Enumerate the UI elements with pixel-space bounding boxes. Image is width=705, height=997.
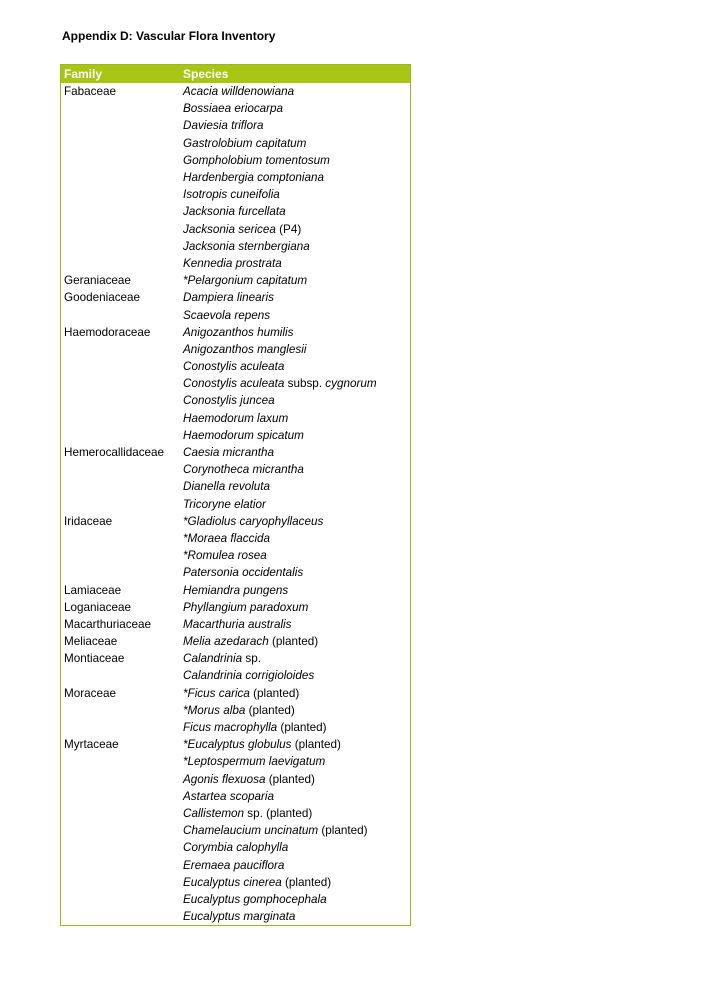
species-cell (183, 859, 410, 872)
table-row (61, 547, 410, 564)
species-cell (183, 549, 410, 562)
table-row (61, 667, 410, 684)
species-name: Bossiaea eriocarpa (183, 102, 284, 116)
species-cell (183, 790, 410, 803)
table-row (61, 358, 410, 375)
species-cell (183, 291, 410, 304)
species-name: Jacksonia sericea (183, 222, 276, 236)
family-cell: Macarthuriaceae (64, 617, 152, 631)
table-row (61, 530, 410, 547)
table-row (61, 461, 410, 478)
family-cell: Goodeniaceae (64, 291, 141, 305)
species-name: Macarthuria australis (183, 617, 292, 631)
species-cell (183, 893, 410, 906)
table-row (61, 702, 410, 719)
species-cell (183, 669, 410, 682)
species-cell (183, 532, 410, 545)
species-name: *Romulea rosea (183, 549, 267, 563)
page-title: Appendix D: Vascular Flora Inventory (62, 29, 276, 43)
species-name: Scaevola repens (183, 308, 271, 322)
species-cell (183, 223, 410, 236)
species-cell (183, 257, 410, 270)
species-cell (183, 463, 410, 476)
species-column-header: Species (183, 67, 229, 81)
species-name: Conostylis aculeata (183, 360, 285, 374)
species-name: Jacksonia furcellata (183, 205, 286, 219)
species-name: Anigozanthos humilis (183, 325, 294, 339)
species-cell (183, 205, 410, 218)
species-cell (183, 773, 410, 786)
species-name: *Ficus carica (183, 686, 250, 700)
species-note: (planted) (318, 824, 368, 838)
table-body (61, 83, 410, 925)
species-note: subsp. (284, 377, 326, 391)
table-row (61, 513, 410, 530)
table-row (61, 272, 410, 289)
species-note: (planted) (265, 772, 315, 786)
species-cell (183, 601, 410, 614)
species-note: sp. (planted) (244, 806, 313, 820)
table-row (61, 444, 410, 461)
species-note: (planted) (277, 721, 327, 735)
family-cell: Myrtaceae (64, 738, 119, 752)
table-row (61, 324, 410, 341)
species-name: Patersonia occidentalis (183, 566, 304, 580)
species-cell (183, 841, 410, 854)
family-column-header: Family (64, 67, 103, 81)
species-cell (183, 584, 410, 597)
table-row (61, 822, 410, 839)
species-cell (183, 85, 410, 98)
species-name: Eucalyptus marginata (183, 910, 296, 924)
species-name: Acacia willdenowiana (183, 85, 295, 99)
species-name: Eremaea pauciflora (183, 858, 285, 872)
species-cell (183, 807, 410, 820)
species-name: Corymbia calophylla (183, 841, 289, 855)
family-cell: Moraceae (64, 686, 116, 700)
table-row (61, 650, 410, 667)
species-name: Haemodorum spicatum (183, 428, 304, 442)
table-row (61, 221, 410, 238)
table-row (61, 633, 410, 650)
species-cell (183, 274, 410, 287)
species-name: Eucalyptus cinerea (183, 875, 282, 889)
species-cell (183, 446, 410, 459)
table-row (61, 289, 410, 306)
species-note: (planted) (281, 875, 332, 889)
table-row (61, 685, 410, 702)
species-name: Eucalyptus gomphocephala (183, 892, 327, 906)
species-note: (planted) (249, 686, 300, 700)
species-cell (183, 171, 410, 184)
species-cell (183, 102, 410, 115)
species-name: Corynotheca micrantha (183, 463, 304, 477)
species-name: Hardenbergia comptoniana (183, 171, 324, 185)
table-row (61, 788, 410, 805)
species-cell (183, 429, 410, 442)
table-header (61, 65, 410, 83)
family-cell: Fabaceae (64, 85, 116, 99)
table-row (61, 117, 410, 134)
flora-table (60, 64, 411, 926)
table-row (61, 478, 410, 495)
species-cell (183, 309, 410, 322)
species-name: Kennedia prostrata (183, 256, 282, 270)
table-row (61, 856, 410, 873)
species-name: *Pelargonium capitatum (183, 274, 308, 288)
species-name: Callistemon (183, 806, 245, 820)
species-name: Agonis flexuosa (183, 772, 266, 786)
species-note: (P4) (275, 222, 302, 236)
species-cell (183, 566, 410, 579)
table-row (61, 496, 410, 513)
family-cell: Iridaceae (64, 514, 113, 528)
species-cell (183, 498, 410, 511)
species-cell (183, 824, 410, 837)
table-row (61, 152, 410, 169)
species-cell (183, 188, 410, 201)
table-row (61, 410, 410, 427)
species-cell (183, 687, 410, 700)
species-name: *Morus alba (183, 703, 246, 717)
species-note: (planted) (291, 738, 341, 752)
table-row (61, 255, 410, 272)
species-cell (183, 721, 410, 734)
table-row (61, 753, 410, 770)
species-name: *Eucalyptus globulus (183, 738, 292, 752)
species-name: Phyllangium paradoxum (183, 600, 309, 614)
species-name: Gastrolobium capitatum (183, 136, 307, 150)
species-name: *Gladiolus caryophyllaceus (183, 514, 324, 528)
species-name: Astartea scoparia (183, 789, 274, 803)
table-row (61, 891, 410, 908)
table-row (61, 805, 410, 822)
species-cell (183, 154, 410, 167)
family-cell: Lamiaceae (64, 583, 122, 597)
species-name: Conostylis aculeata (183, 377, 285, 391)
species-cell (183, 412, 410, 425)
species-name: *Leptospermum laevigatum (183, 755, 326, 769)
species-cell (183, 480, 410, 493)
table-row (61, 599, 410, 616)
species-cell (183, 377, 410, 390)
species-cell (183, 394, 410, 407)
species-name: Haemodorum laxum (183, 411, 289, 425)
species-name: Caesia micrantha (183, 446, 274, 460)
table-row (61, 100, 410, 117)
species-name: Gompholobium tomentosum (183, 153, 330, 167)
table-row (61, 736, 410, 753)
species-note: (planted) (245, 703, 295, 717)
table-row (61, 719, 410, 736)
species-cell (183, 876, 410, 889)
table-row (61, 564, 410, 581)
table-row (61, 83, 410, 100)
species-name: Dianella revoluta (183, 480, 271, 494)
table-row (61, 771, 410, 788)
species-note: sp. (242, 652, 261, 666)
table-row (61, 874, 410, 891)
species-name: Dampiera linearis (183, 291, 274, 305)
species-cell (183, 652, 410, 665)
species-cell (183, 704, 410, 717)
table-row (61, 392, 410, 409)
species-note: (planted) (268, 635, 319, 649)
species-cell (183, 755, 410, 768)
family-cell: Haemodoraceae (64, 325, 151, 339)
species-infra-name: cygnorum (325, 377, 377, 391)
species-name: Daviesia triflora (183, 119, 264, 133)
species-cell (183, 343, 410, 356)
table-row (61, 375, 410, 392)
species-name: Hemiandra pungens (183, 583, 289, 597)
species-name: Anigozanthos manglesii (183, 342, 307, 356)
family-cell: Montiaceae (64, 652, 125, 666)
species-cell (183, 618, 410, 631)
species-cell (183, 360, 410, 373)
table-row (61, 581, 410, 598)
table-row (61, 341, 410, 358)
species-cell (183, 738, 410, 751)
species-cell (183, 910, 410, 923)
species-cell (183, 326, 410, 339)
table-row (61, 616, 410, 633)
species-name: Ficus macrophylla (183, 721, 278, 735)
table-row (61, 186, 410, 203)
species-cell (183, 119, 410, 132)
table-row (61, 427, 410, 444)
table-row (61, 238, 410, 255)
species-cell (183, 515, 410, 528)
table-row (61, 908, 410, 925)
family-cell: Geraniaceae (64, 274, 131, 288)
species-name: Chamelaucium uncinatum (183, 824, 319, 838)
table-row (61, 839, 410, 856)
family-cell: Hemerocallidaceae (64, 446, 165, 460)
species-name: Tricoryne elatior (183, 497, 266, 511)
table-row (61, 135, 410, 152)
table-row (61, 306, 410, 323)
species-cell (183, 137, 410, 150)
family-cell: Meliaceae (64, 635, 118, 649)
species-name: Calandrinia corrigioloides (183, 669, 315, 683)
species-name: Jacksonia sternbergiana (183, 239, 310, 253)
species-name: Calandrinia (183, 652, 243, 666)
species-name: Melia azedarach (183, 635, 269, 649)
family-cell: Loganiaceae (64, 600, 131, 614)
species-name: Isotropis cuneifolia (183, 188, 280, 202)
table-row (61, 169, 410, 186)
species-cell (183, 635, 410, 648)
species-cell (183, 240, 410, 253)
species-name: *Moraea flaccida (183, 531, 271, 545)
table-row (61, 203, 410, 220)
species-name: Conostylis juncea (183, 394, 275, 408)
